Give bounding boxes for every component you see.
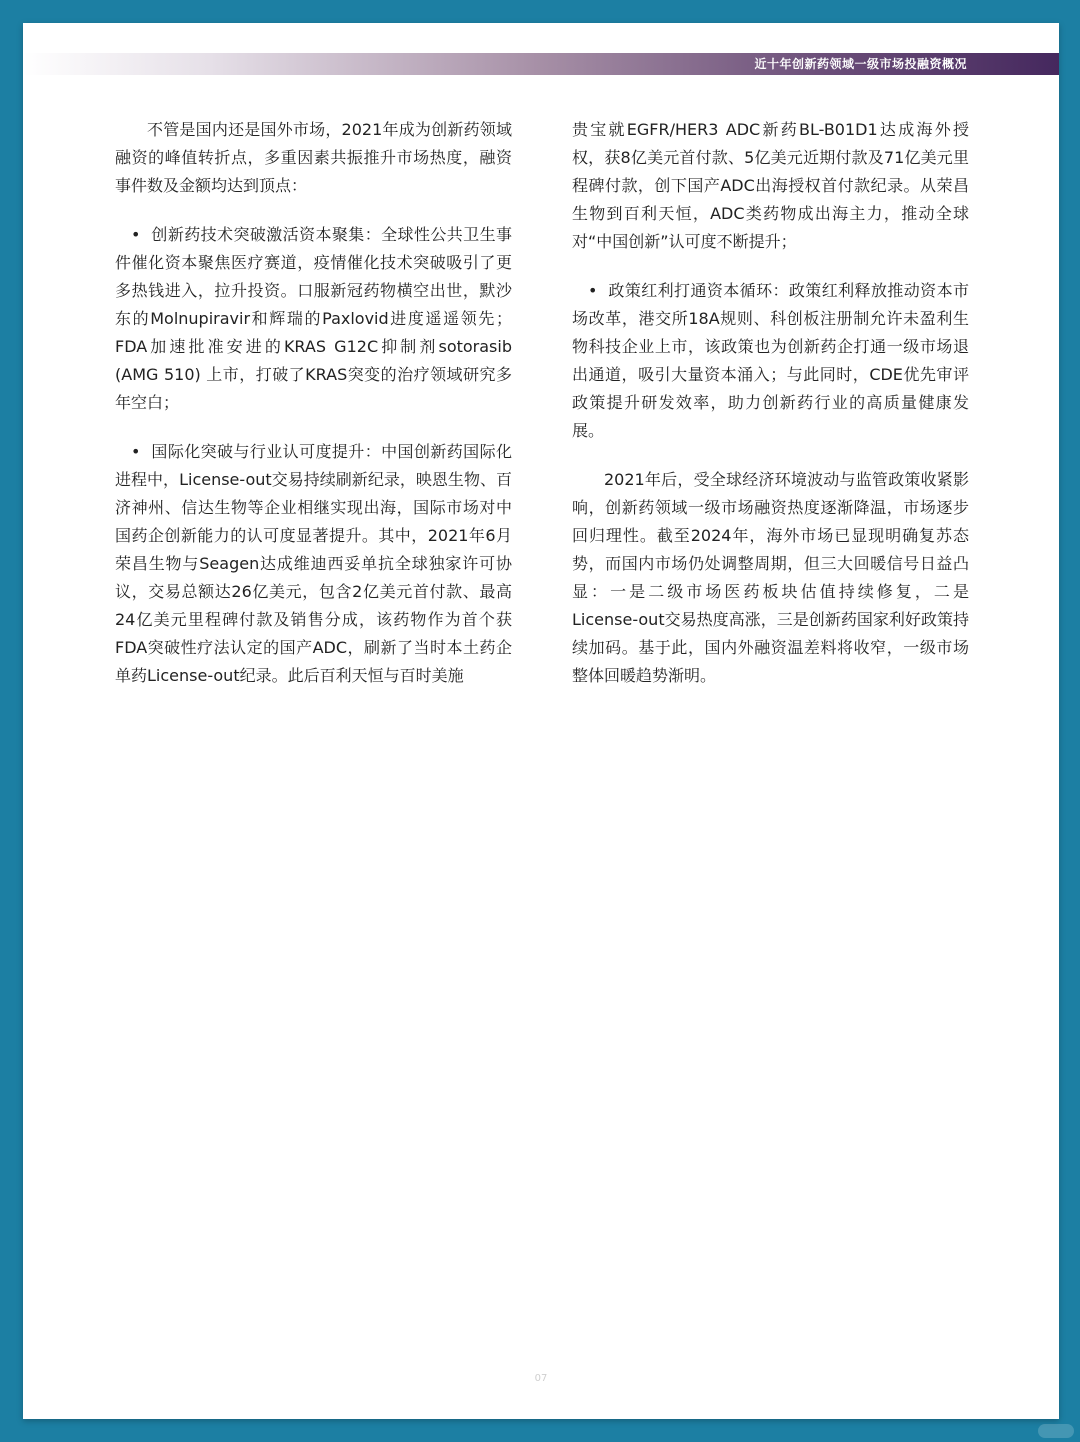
- watermark-badge: [1038, 1424, 1074, 1438]
- right-column: [572, 116, 969, 711]
- bullet-item: [115, 438, 512, 690]
- document-page: [23, 23, 1059, 1419]
- bullet-dot: •: [588, 281, 598, 300]
- bullet-dot: •: [131, 225, 141, 244]
- bullet-item: [572, 277, 969, 445]
- bullet-text: 政策红利打通资本循环：政策红利释放推动资本市场改革，港交所18A规则、科创板注册制允许未盈利生物科技企业上市，该政策也为创新药企打通一级市场退出通道，吸引大量资本涌入；与此同时，CDE优先审评政策提升研发效率，助力创新药行业的高质量健康发展。: [572, 281, 969, 440]
- header-band: [23, 53, 1059, 75]
- bullet-dot: •: [131, 442, 141, 461]
- closing-paragraph: 2021年后，受全球经济环境波动与监管政策收紧影响，创新药领域一级市场融资热度逐渐降温，市场逐步回归理性。截至2024年，海外市场已显现明确复苏态势，而国内市场仍处调整周期，但三大回暖信号日益凸显：一是二级市场医药板块估值持续修复，二是License-out交易热度高涨，三是创新药国家利好政策持续加码。基于此，国内外融资温差料将收窄，一级市场整体回暖趋势渐明。: [572, 470, 969, 685]
- section-title: 近十年创新药领域一级市场投融资概况: [754, 57, 967, 71]
- page-number: 07: [534, 1373, 548, 1384]
- left-column: [115, 116, 512, 711]
- bullet-text: 国际化突破与行业认可度提升：中国创新药国际化进程中，License-out交易持续刷新纪录，映恩生物、百济神州、信达生物等企业相继实现出海，国际市场对中国药企创新能力的认可度显著提升。其中，2021年6月荣昌生物与Seagen达成维迪西妥单抗全球独家许可协议，交易总额达26亿美元，包含2亿美元首付款、最高24亿美元里程碑付款及销售分成，该药物作为首个获FDA突破性疗法认定的国产ADC，刷新了当时本土药企单药License-out纪录。此后百利天恒与百时美施: [115, 442, 512, 685]
- bullet-text: 创新药技术突破激活资本聚集：全球性公共卫生事件催化资本聚焦医疗赛道，疫情催化技术突破吸引了更多热钱进入，拉升投资。口服新冠药物横空出世，默沙东的Molnupiravir和辉瑞的Paxlovid进度遥遥领先；FDA加速批准安进的KRAS G12C抑制剂sotorasib (AMG 510) 上市，打破了KRAS突变的治疗领域研究多年空白；: [115, 225, 512, 412]
- bullet-item: [115, 221, 512, 417]
- continuation-paragraph: 贵宝就EGFR/HER3 ADC新药BL-B01D1达成海外授权，获8亿美元首付款、5亿美元近期付款及71亿美元里程碑付款，创下国产ADC出海授权首付款纪录。从荣昌生物到百利天恒，ADC类药物成出海主力，推动全球对“中国创新”认可度不断提升；: [572, 120, 969, 251]
- intro-paragraph: 不管是国内还是国外市场，2021年成为创新药领域融资的峰值转折点，多重因素共振推升市场热度，融资事件数及金额均达到顶点：: [115, 120, 512, 195]
